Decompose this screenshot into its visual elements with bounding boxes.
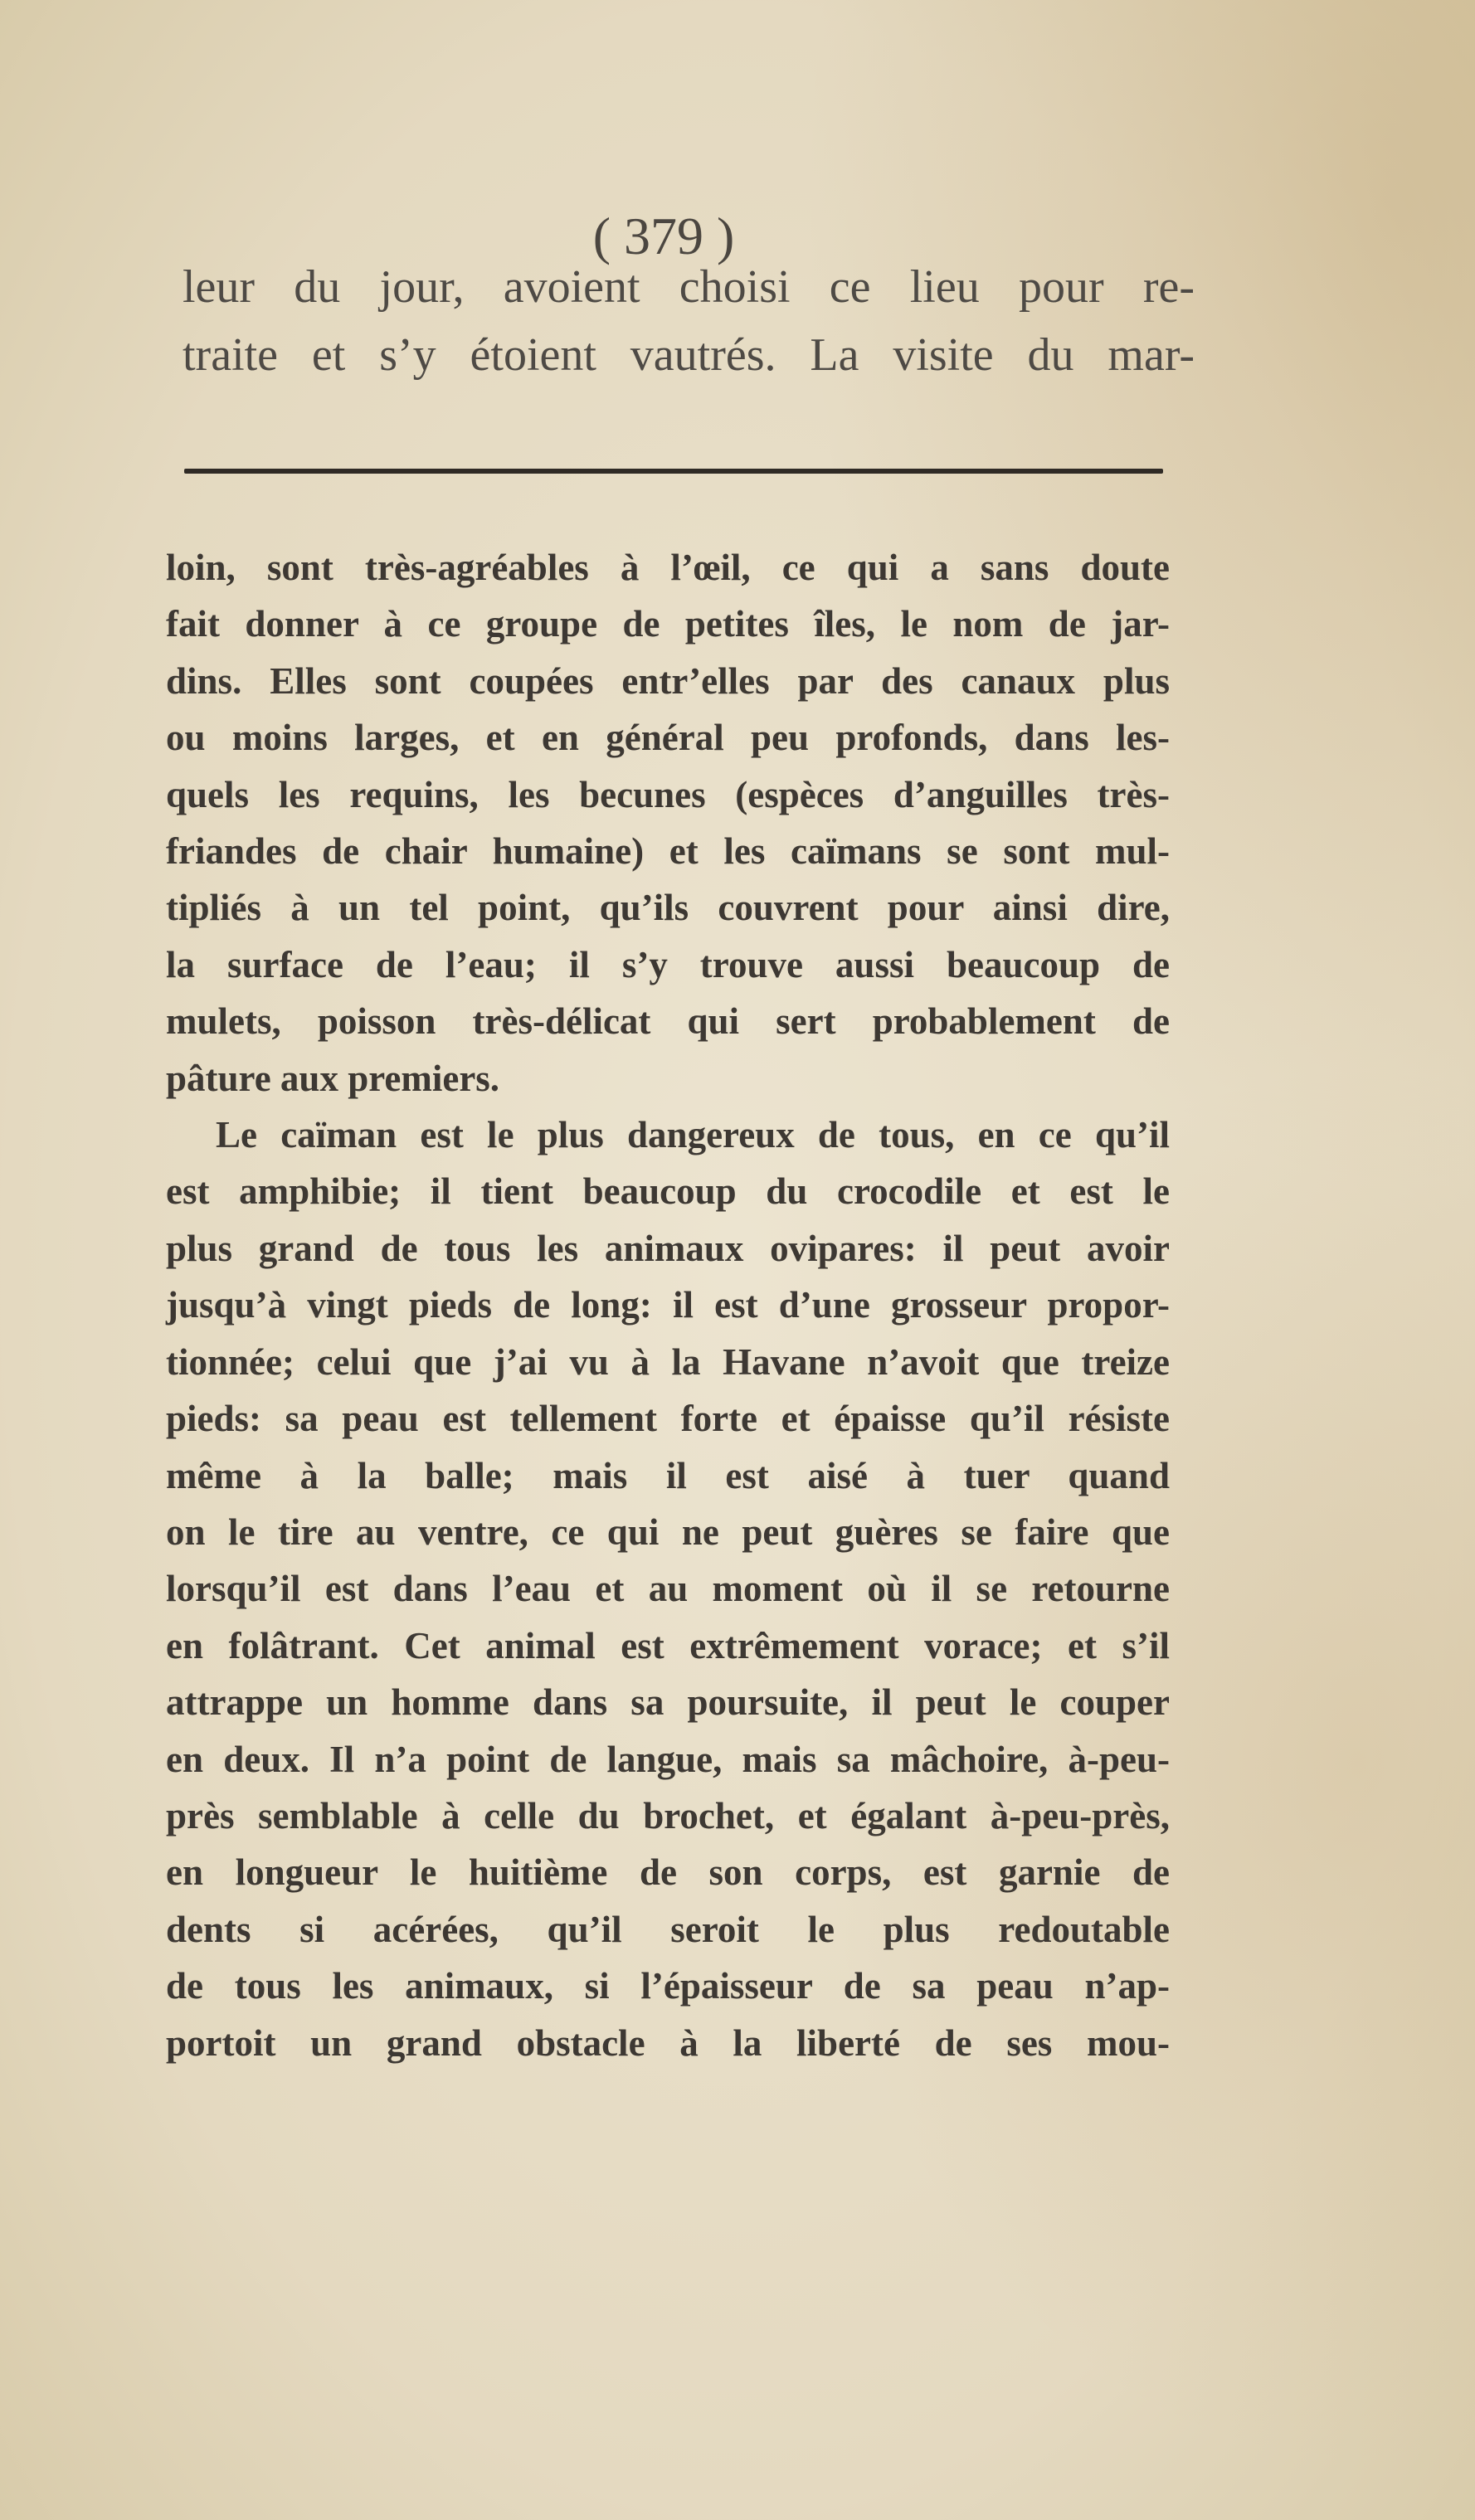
page-number: ( 379 ) — [592, 207, 735, 265]
text-line: jusqu’à vingt pieds de long: il est d’une grosseur propor- — [166, 1284, 1170, 1326]
text-line: tionnée; celui que j’ai vu à la Havane n’avoit que treize — [166, 1340, 1170, 1383]
text-line: en deux. Il n’a point de langue, mais sa mâchoire, à-peu- — [166, 1738, 1170, 1780]
text-line: loin, sont très-agréables à l’œil, ce qui a sans doute — [166, 547, 1170, 588]
text-line: on le tire au ventre, ce qui ne peut guères se faire que — [166, 1511, 1170, 1553]
text-line: tipliés à un tel point, qu’ils couvrent pour ainsi dire, — [166, 887, 1170, 929]
text-line: mulets, poisson très-délicat qui sert probablement de — [166, 1000, 1170, 1043]
paragraph-2 — [166, 1107, 1170, 2071]
separator-rule — [184, 469, 1163, 474]
text-line: attrappe un homme dans sa poursuite, il peut le couper — [166, 1681, 1170, 1724]
text-line: portoit un grand obstacle à la liberté de ses mou- — [166, 2021, 1170, 2064]
text-line: de tous les animaux, si l’épaisseur de sa peau n’ap- — [166, 1965, 1170, 2007]
text-line: est amphibie; il tient beaucoup du crocodile et est le — [166, 1170, 1170, 1213]
text-line: en folâtrant. Cet animal est extrêmement vorace; et s’il — [166, 1624, 1170, 1666]
text-line: la surface de l’eau; il s’y trouve aussi beaucoup de — [166, 943, 1170, 985]
text-line: friandes de chair humaine) et les caïmans se sont mul- — [166, 830, 1170, 873]
text-line: plus grand de tous les animaux ovipares: il peut avoir — [166, 1227, 1170, 1269]
main-text — [166, 539, 1170, 2071]
text-line: ou moins larges, et en général peu profonds, dans les- — [166, 717, 1170, 759]
paragraph-1 — [166, 539, 1170, 1107]
text-line: quels les requins, les becunes (espèces d’anguilles très- — [166, 773, 1170, 815]
text-line: traite et s’y étoient vautrés. La visite du mar- — [183, 329, 1195, 381]
text-line: dents si acérées, qu’il seroit le plus redoutable — [166, 1908, 1170, 1950]
text-line: lorsqu’il est dans l’eau et au moment où il se retourne — [166, 1568, 1170, 1610]
text-line: en longueur le huitième de son corps, est garnie de — [166, 1851, 1170, 1894]
text-line: pâture aux premiers. — [166, 1057, 500, 1099]
top-text-fragment — [183, 253, 1195, 389]
text-line: fait donner à ce groupe de petites îles, le nom de jar- — [166, 603, 1170, 645]
text-line: Le caïman est le plus dangereux de tous, en ce qu’il — [216, 1114, 1170, 1156]
text-line: près semblable à celle du brochet, et égalant à-peu-près, — [166, 1794, 1170, 1836]
text-line: dins. Elles sont coupées entr’elles par des canaux plus — [166, 659, 1170, 702]
text-line: pieds: sa peau est tellement forte et épaisse qu’il résiste — [166, 1398, 1170, 1440]
text-line: même à la balle; mais il est aisé à tuer quand — [166, 1454, 1170, 1496]
text-line: leur du jour, avoient choisi ce lieu pour re- — [183, 261, 1195, 313]
